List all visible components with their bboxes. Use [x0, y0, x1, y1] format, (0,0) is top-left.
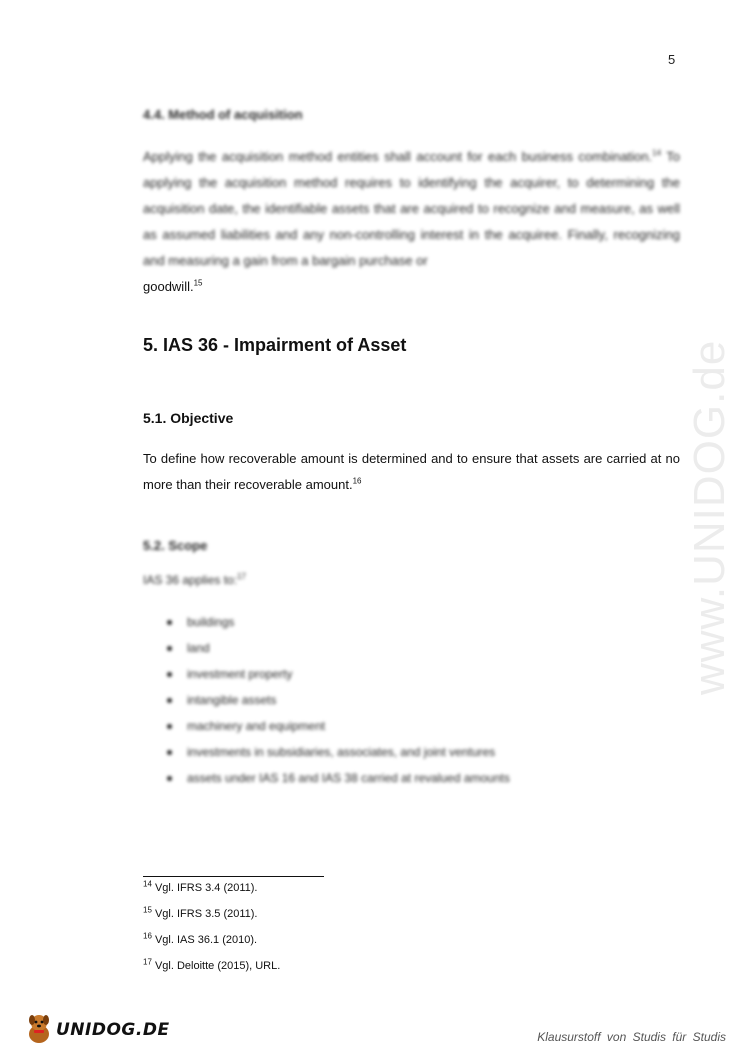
- paragraph-part1: Applying the acquisition method entities shall account for each business combination.: [143, 149, 653, 164]
- bullet-icon: [167, 672, 172, 677]
- bullet-icon: [167, 776, 172, 781]
- list-item: assets under IAS 16 and IAS 38 carried at revalued amounts: [165, 765, 645, 791]
- paragraph-part2: To applying the acquisition method requires to identifying the acquirer, to determining the acquisition date, the identifiable assets that are acquired to recognize and measure, as well as assumed liabilities and any non-controlling interest in the acquiree. Finally, recognizing and measuring a gain from a bargain purchase or: [143, 149, 680, 268]
- section-heading-5-1: 5.1. Objective: [143, 410, 234, 426]
- bullet-icon: [167, 750, 172, 755]
- footnote-ref-15: 15: [193, 278, 203, 288]
- list-item: intangible assets: [165, 687, 645, 713]
- footnote-ref-14: 14: [652, 148, 662, 158]
- watermark: www.UNIDOG.de: [685, 339, 734, 695]
- footnote-15: $^{15}$ Vgl. IFRS 3.5 (2011).: [143, 905, 258, 920]
- section-heading-5: 5. IAS 36 - Impairment of Asset: [143, 335, 407, 355]
- list-item: investments in subsidiaries, associates, and joint ventures: [165, 739, 645, 765]
- page-number: 5: [668, 52, 676, 67]
- footnote-17: $^{17}$ Vgl. Deloitte (2015), URL.: [143, 957, 281, 972]
- paragraph-acquisition-method: [143, 144, 680, 300]
- section-heading-5-2: 5.2. Scope: [143, 538, 208, 553]
- logo-text: UNIDOG.DE: [56, 1020, 170, 1040]
- list-item: land: [165, 635, 645, 661]
- paragraph-blurred-text: [143, 149, 680, 268]
- bullet-icon: [167, 698, 172, 703]
- bullet-icon: [167, 724, 172, 729]
- section-heading-4-4: 4.4. Method of acquisition: [143, 107, 303, 122]
- scope-intro-text: IAS 36 applies to:: [143, 573, 238, 587]
- objective-text: To define how recoverable amount is determined and to ensure that assets are carried at no more than their recoverable amount.: [143, 451, 680, 492]
- unidog-logo[interactable]: [24, 1012, 170, 1048]
- footnote-ref-16: 16: [352, 476, 362, 486]
- list-item: buildings: [165, 609, 645, 635]
- footnote-14: $^{14}$ Vgl. IFRS 3.4 (2011).: [143, 879, 258, 894]
- list-item: investment property: [165, 661, 645, 687]
- scope-list: [165, 609, 645, 791]
- tagline: Klausurstoff von Studis für Studis: [537, 1030, 726, 1044]
- list-item: machinery and equipment: [165, 713, 645, 739]
- scope-intro: [143, 567, 246, 593]
- bullet-icon: [167, 646, 172, 651]
- paragraph-objective: [143, 446, 680, 498]
- bullet-icon: [167, 620, 172, 625]
- footnote-divider: [143, 876, 324, 877]
- footnote-16: $^{16}$ Vgl. IAS 36.1 (2010).: [143, 931, 258, 946]
- dog-mascot-icon: [24, 1012, 54, 1046]
- paragraph-last-word: goodwill.: [143, 279, 194, 294]
- footnote-ref-17: 17: [237, 572, 246, 581]
